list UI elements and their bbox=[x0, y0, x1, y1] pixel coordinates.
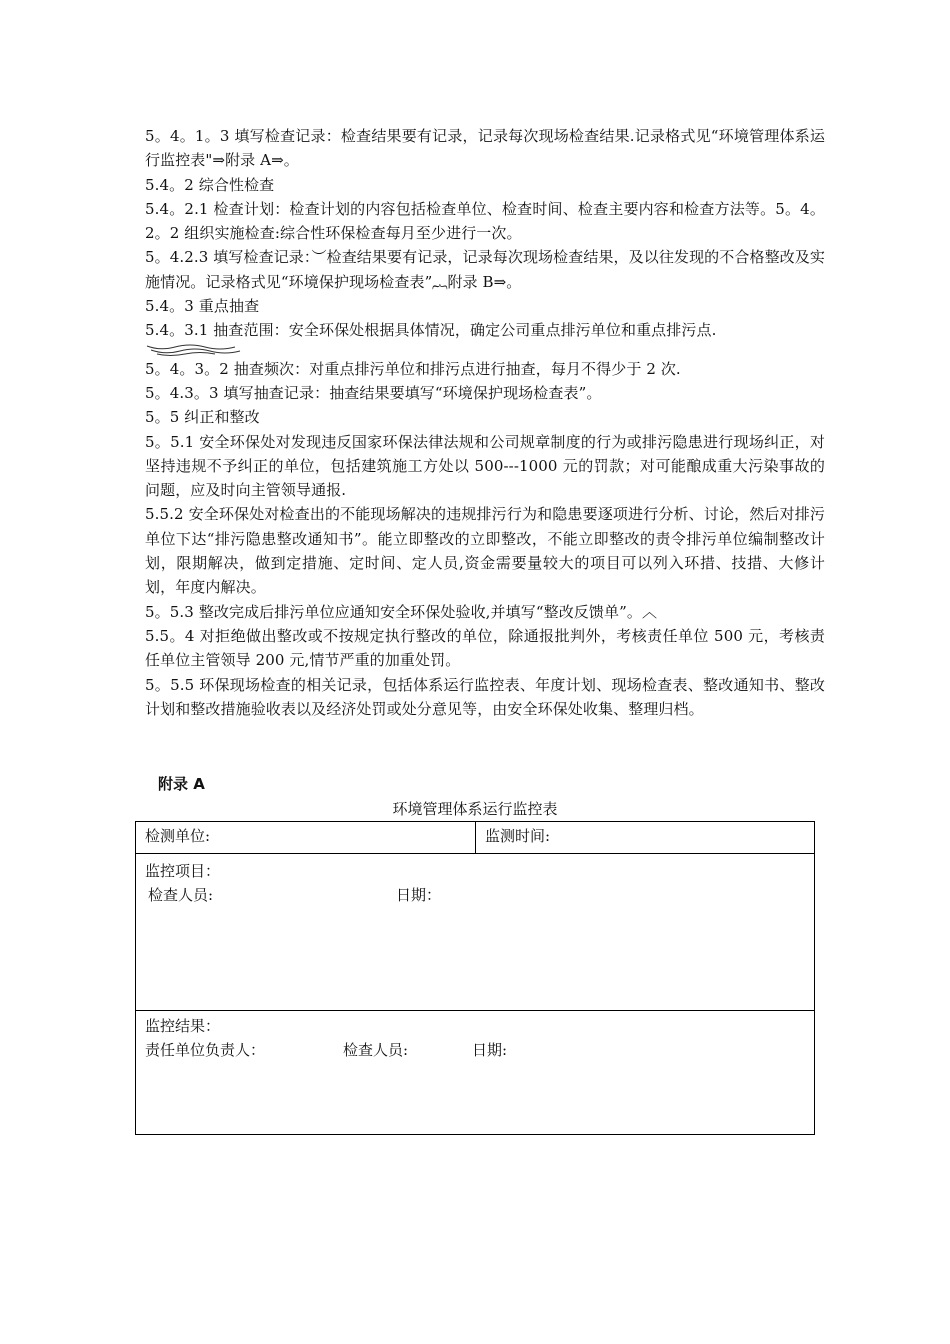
table-title: 环境管理体系运行监控表 bbox=[392, 800, 558, 818]
heading-5-4-2: 5.4。2 综合性检查 bbox=[145, 175, 275, 194]
paragraph-5-4-3-3: 5。4.3。3 填写抽查记录：抽查结果要填写“环境保护现场检查表”。 bbox=[145, 383, 602, 402]
heading-5-4-3: 5.4。3 重点抽查 bbox=[145, 297, 260, 316]
appendix-label: 附录 A bbox=[158, 775, 205, 793]
date-label: 日期： bbox=[396, 886, 442, 904]
paragraph-5-5-1: 5。5.1 安全环保处对发现违反国家环保法律法规和公司规章制度的行为或排污隐患进行现场纠正，对坚持违规不予纠正的单位，包括建筑施工方处以 500---1000 元的罚款；对可能酿成重大污染事故的问题，应及时向主管领导通报. bbox=[145, 432, 825, 500]
paragraph-5-4-1-3: 5。4。1。3 填写检查记录：检查结果要有记录，记录每次现场检查结果.记录格式见“环境管理体系运行监控表"⇒附录 A⇒。 bbox=[145, 127, 825, 170]
table-row-monitoring-item bbox=[136, 854, 814, 1011]
detection-unit-cell: 检测单位: bbox=[136, 822, 476, 853]
paragraph-5-5-2: 5.5.2 安全环保处对检查出的不能现场解决的违规排污行为和隐患要逐项进行分析、讨论，然后对排污单位下达“排污隐患整改通知书”。能立即整改的立即整改，不能立即整改的责令排污单位编制整改计划，限期解决，做到定措施、定时间、定人员,资金需要量较大的项目可以列入环措、技措、大修计划，年度内解决。 bbox=[145, 505, 825, 597]
paragraph-5-5-3: 5。5.3 整改完成后排污单位应通知安全环保处验收,并填写“整改反馈单”。︿ bbox=[145, 602, 658, 621]
paragraph-5-4-3-1: 5.4。3.1 抽查范围：安全环保处根据具体情况，确定公司重点排污单位和重点排污点. bbox=[145, 321, 717, 340]
heading-5-5: 5。5 纠正和整改 bbox=[145, 408, 260, 427]
body-text bbox=[145, 124, 825, 721]
result-inspector-label: 检查人员: bbox=[343, 1041, 409, 1059]
paragraph-5-4-3-2: 5。4。3。2 抽查频次：对重点排污单位和排污点进行抽查，每月不得少于 2 次. bbox=[145, 359, 681, 378]
monitoring-form-table bbox=[135, 821, 815, 1135]
paragraph-5-4-2-3: 5。4.2.3 填写检查记录：︶检查结果要有记录，记录每次现场检查结果，及以往发现的不合格整改及实施情况。记录格式见“环境保护现场检查表”︷附录 B⇒。 bbox=[145, 248, 825, 291]
monitoring-time-cell: 监测时间: bbox=[485, 827, 551, 845]
table-row-header bbox=[136, 822, 814, 854]
table-row-monitoring-result bbox=[136, 1011, 814, 1134]
paragraph-5-4-2-1: 5.4。2.1 检查计划：检查计划的内容包括检查单位、检查时间、检查主要内容和检查方法等。5。4。2。2 组织实施检查:综合性环保检查每月至少进行一次。 bbox=[145, 199, 825, 243]
monitoring-result-label: 监控结果： bbox=[145, 1017, 221, 1035]
inspector-label: 检查人员: bbox=[148, 886, 214, 904]
result-date-label: 日期: bbox=[472, 1041, 508, 1059]
squiggle-mark-icon bbox=[145, 343, 825, 357]
responsible-person-label: 责任单位负责人： bbox=[145, 1041, 266, 1059]
paragraph-5-5-4: 5.5。4 对拒绝做出整改或不按规定执行整改的单位，除通报批判外，考核责任单位 500 元，考核责任单位主管领导 200 元,情节严重的加重处罚。 bbox=[145, 626, 825, 670]
monitoring-item-label: 监控项目： bbox=[145, 862, 221, 880]
paragraph-5-5-5: 5。5.5 环保现场检查的相关记录，包括体系运行监控表、年度计划、现场检查表、整改通知书、整改计划和整改措施验收表以及经济处罚或处分意见等，由安全环保处收集、整理归档。 bbox=[145, 675, 825, 718]
